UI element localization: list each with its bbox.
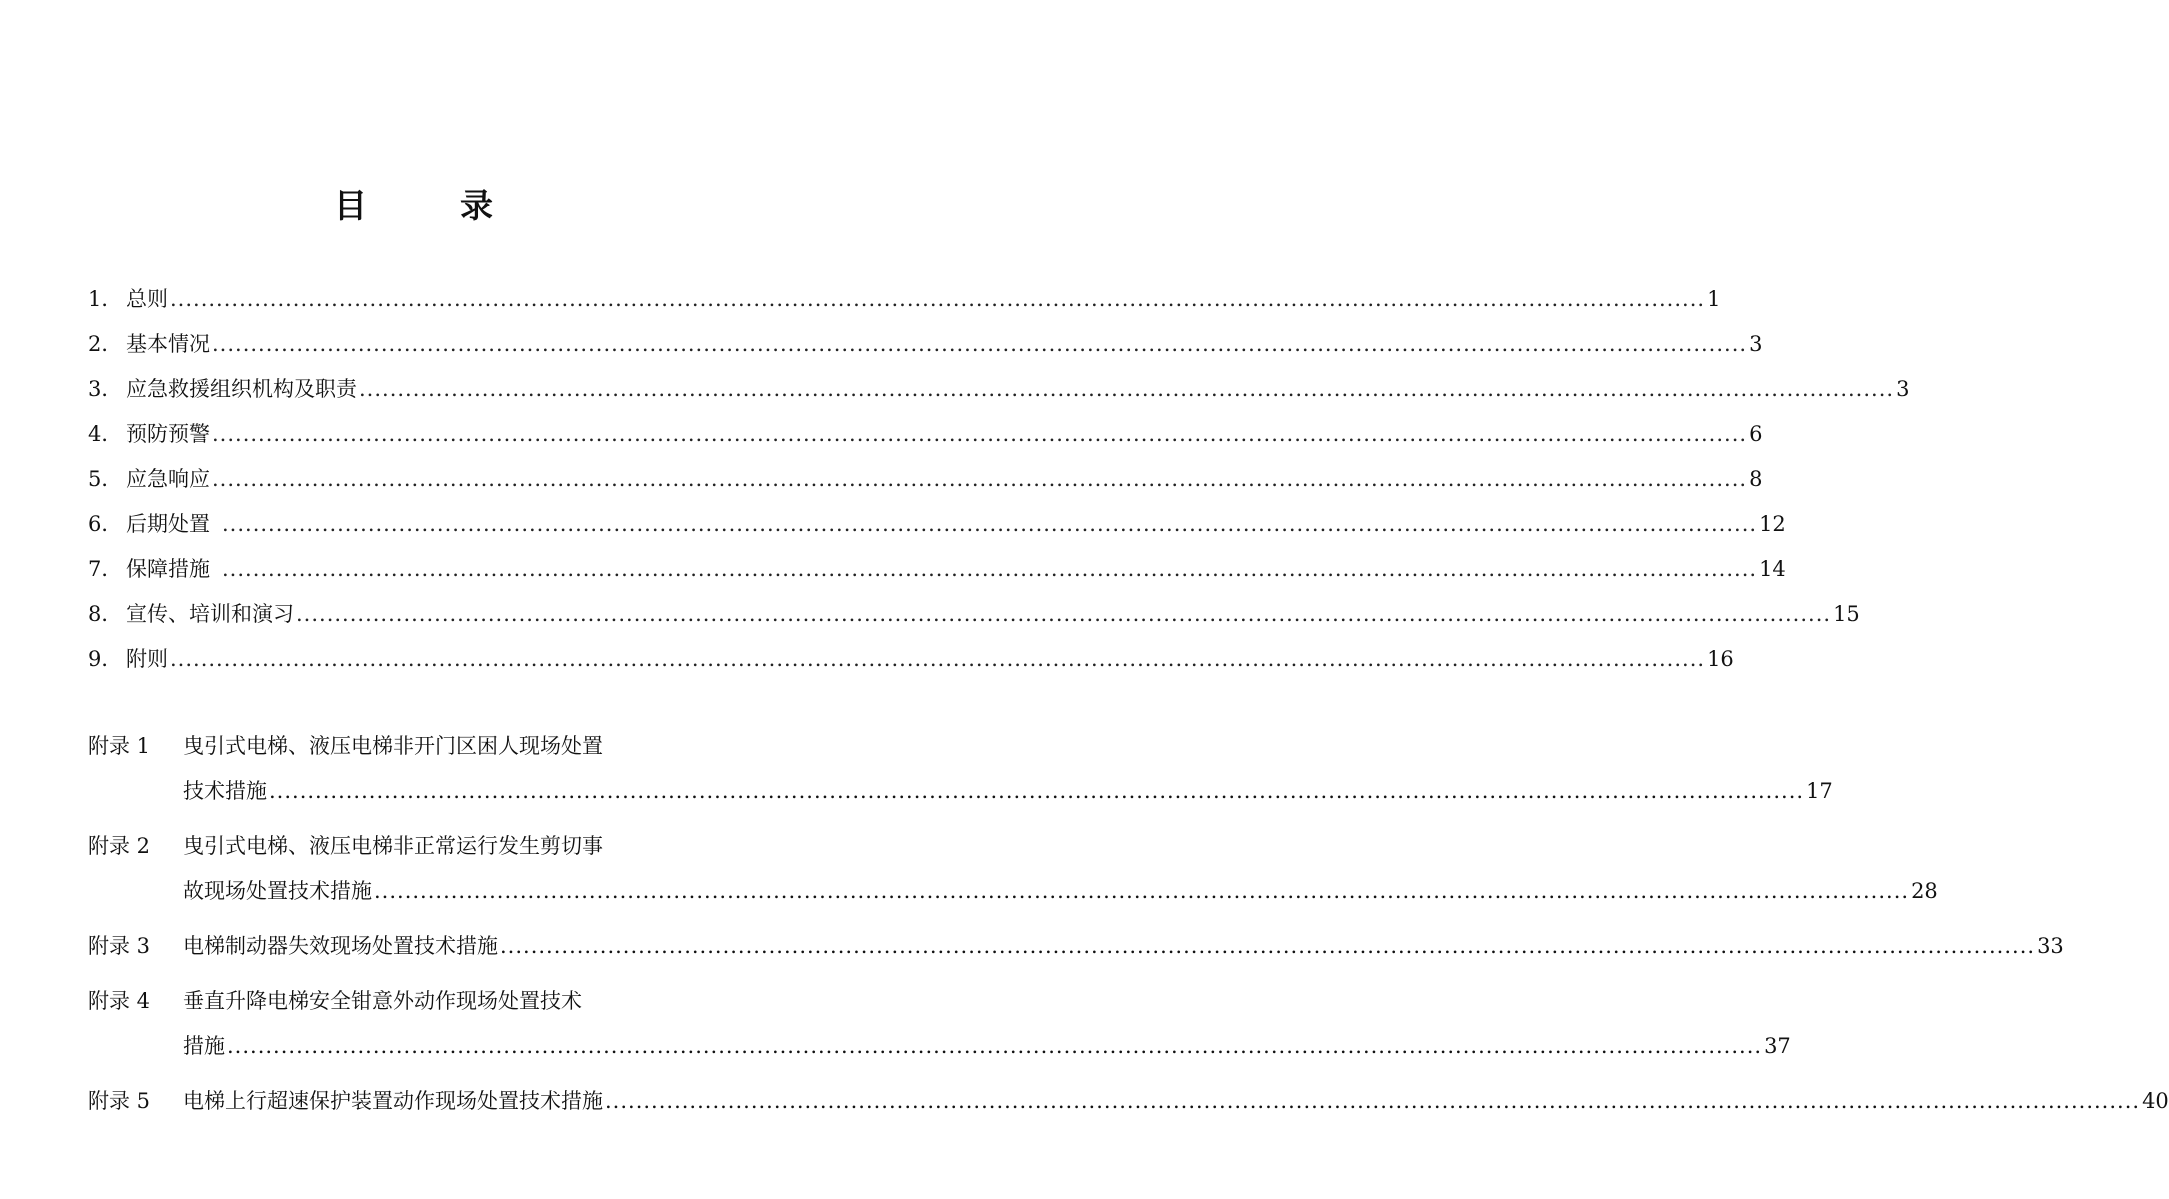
toc-page: 15 — [1833, 602, 1860, 626]
dot-leader: ........................................................................................................................................................................................................ — [359, 377, 1895, 401]
appendix-entry[interactable] — [88, 1079, 2169, 1124]
appendix-title-line2: 故现场处置技术措施 — [183, 879, 372, 903]
appendix-title-line1: 电梯上行超速保护装置动作现场处置技术措施 — [183, 1089, 603, 1113]
dot-leader: ........................................................................................................................................................................................................ — [212, 332, 1748, 356]
appendix-title-line1: 曳引式电梯、液压电梯非正常运行发生剪切事 — [183, 834, 603, 858]
toc-entry[interactable] — [88, 640, 1734, 685]
toc-label: 总则 — [126, 287, 168, 311]
appendix-title-line2: 技术措施 — [183, 779, 267, 803]
toc-label: 保障措施 — [126, 557, 210, 581]
appendix-title-line1: 垂直升降电梯安全钳意外动作现场处置技术 — [183, 989, 582, 1013]
toc-number: 2． — [88, 332, 123, 356]
dot-leader: ........................................................................................................................................................................................................ — [212, 467, 1748, 491]
toc-page: 16 — [1707, 647, 1734, 671]
toc-number: 1． — [88, 287, 123, 311]
dot-leader: ........................................................................................................................................................................................................ — [374, 879, 1910, 903]
toc-page: 3 — [1896, 377, 1910, 401]
appendix-tag: 附录 2 — [88, 834, 151, 858]
appendix-page: 40 — [2142, 1089, 2169, 1113]
toc-entry[interactable] — [88, 370, 1910, 415]
toc-number: 7． — [88, 557, 123, 581]
appendix-title-line1: 曳引式电梯、液压电梯非开门区困人现场处置 — [183, 734, 603, 758]
toc-label: 基本情况 — [126, 332, 210, 356]
appendix-entry[interactable] — [88, 924, 2064, 969]
appendix-entry[interactable] — [88, 824, 1938, 914]
toc-number: 4． — [88, 422, 123, 446]
toc-entry[interactable] — [88, 415, 1763, 460]
appendix-entry[interactable] — [88, 724, 1833, 814]
toc-entry[interactable] — [88, 460, 1763, 505]
appendix-entry[interactable] — [88, 979, 1791, 1069]
appendix-page: 17 — [1806, 779, 1833, 803]
toc-page: 8 — [1749, 467, 1763, 491]
toc-label: 附则 — [126, 647, 168, 671]
toc-number: 5． — [88, 467, 123, 491]
toc-label: 后期处置 — [126, 512, 210, 536]
toc-label: 宣传、培训和演习 — [126, 602, 294, 626]
toc-entry[interactable] — [88, 280, 1721, 325]
appendix-tag: 附录 3 — [88, 934, 151, 958]
dot-leader: ........................................................................................................................................................................................................ — [269, 779, 1805, 803]
dot-leader: ........................................................................................................................................................................................................ — [227, 1034, 1763, 1058]
table-of-contents — [88, 280, 1910, 685]
toc-label: 预防预警 — [126, 422, 210, 446]
appendix-page: 33 — [2037, 934, 2064, 958]
toc-page: 14 — [1759, 557, 1786, 581]
appendix-tag: 附录 4 — [88, 989, 151, 1013]
appendix-list — [88, 724, 2169, 1134]
toc-label: 应急救援组织机构及职责 — [126, 377, 357, 401]
dot-leader: ........................................................................................................................................................................................................ — [170, 287, 1706, 311]
toc-entry[interactable] — [88, 550, 1786, 595]
page-title: 目 录 — [334, 186, 523, 225]
dot-leader: ........................................................................................................................................................................................................ — [170, 647, 1706, 671]
toc-entry[interactable] — [88, 595, 1860, 640]
toc-page: 12 — [1759, 512, 1786, 536]
toc-page: 6 — [1749, 422, 1763, 446]
appendix-tag: 附录 1 — [88, 734, 151, 758]
dot-leader: ........................................................................................................................................................................................................ — [296, 602, 1832, 626]
toc-page: 3 — [1749, 332, 1763, 356]
toc-entry[interactable] — [88, 325, 1763, 370]
appendix-tag: 附录 5 — [88, 1089, 151, 1113]
dot-leader: ........................................................................................................................................................................................................ — [222, 557, 1758, 581]
appendix-page: 28 — [1911, 879, 1938, 903]
toc-entry[interactable] — [88, 505, 1786, 550]
appendix-title-line1: 电梯制动器失效现场处置技术措施 — [183, 934, 498, 958]
toc-number: 6． — [88, 512, 123, 536]
dot-leader: ........................................................................................................................................................................................................ — [222, 512, 1758, 536]
toc-number: 8． — [88, 602, 123, 626]
toc-number: 9． — [88, 647, 123, 671]
appendix-page: 37 — [1764, 1034, 1791, 1058]
toc-page: 1 — [1707, 287, 1721, 311]
toc-number: 3． — [88, 377, 123, 401]
toc-label: 应急响应 — [126, 467, 210, 491]
dot-leader: ........................................................................................................................................................................................................ — [500, 934, 2036, 958]
appendix-title-line2: 措施 — [183, 1034, 225, 1058]
dot-leader: ........................................................................................................................................................................................................ — [605, 1089, 2141, 1113]
dot-leader: ........................................................................................................................................................................................................ — [212, 422, 1748, 446]
